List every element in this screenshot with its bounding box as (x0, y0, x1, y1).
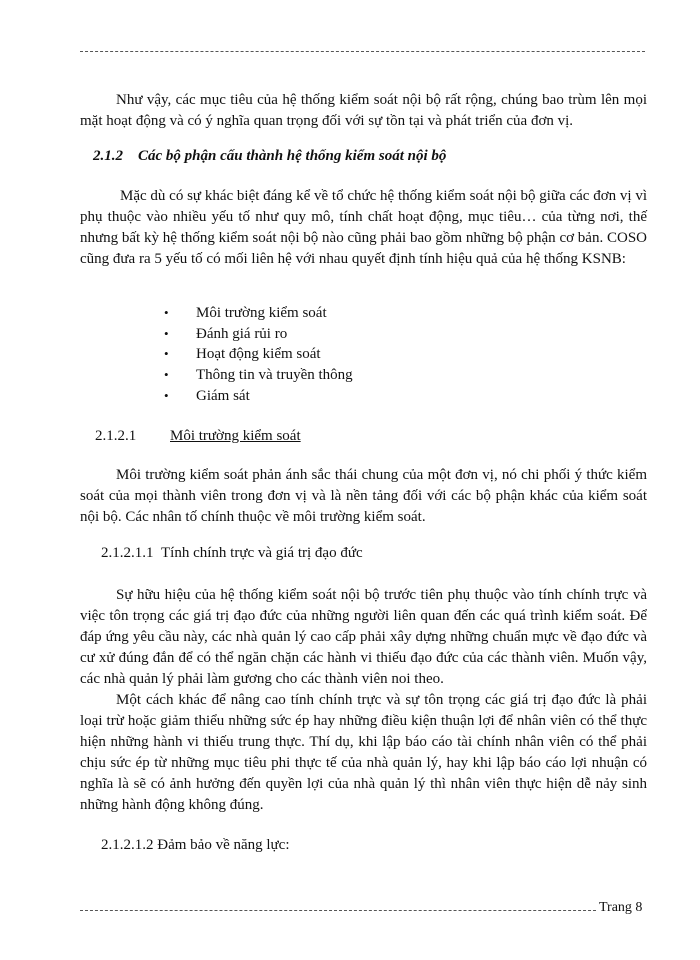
paragraph-integrity-1: Sự hữu hiệu của hệ thống kiểm soát nội bộ trước tiên phụ thuộc vào tính chính trực và việc tôn trọng các giá trị đạo đức của những người liên quan đến các quá trình kiểm soát. Để đáp ứng yêu cầu này, các nhà quản lý cao cấp phải xây dựng những chuẩn mực về đạo đức và cư xử đúng đắn để có thể ngăn chặn các hành vi thiếu đạo đức của các thành viên. Muốn vậy, các nhà quản lý phải làm gương cho các thành viên noi theo. (80, 587, 647, 687)
section-number: 2.1.2 (93, 148, 123, 164)
page-number: Trang 8 (599, 900, 643, 915)
bullet-icon: • (164, 325, 169, 341)
list-item: • Môi trường kiểm soát (164, 303, 353, 324)
list-item: • Thông tin và truyền thông (164, 365, 353, 386)
subsection-number: 2.1.2.1.1 (101, 545, 154, 561)
bullet-icon: • (164, 367, 169, 383)
paragraph-intro: Như vậy, các mục tiêu của hệ thống kiểm soát nội bộ rất rộng, chúng bao trùm lên mọi mặt hoạt động và có ý nghĩa quan trọng đối với sự tồn tại và phát triển của đơn vị. (80, 92, 647, 129)
paragraph-environment: Môi trường kiểm soát phản ánh sắc thái chung của một đơn vị, nó chi phối ý thức kiểm soát của mọi thành viên trong đơn vị và là nền tảng đối với các bộ phận khác của kiểm soát nội bộ. Các nhân tố chính thuộc về môi trường kiểm soát. (80, 467, 647, 525)
list-item: • Hoạt động kiểm soát (164, 344, 353, 365)
list-item: • Đánh giá rủi ro (164, 324, 353, 345)
subsection-heading-2-1-2-1 (95, 428, 301, 445)
list-item: • Giám sát (164, 386, 353, 407)
subsection-number: 2.1.2.1.2 (101, 837, 154, 853)
subsection-title: Tính chính trực và giá trị đạo đức (161, 545, 363, 561)
header-rule (80, 51, 645, 52)
footer-rule (80, 910, 596, 911)
subsection-heading-2-1-2-1-2 (101, 837, 290, 854)
bullet-icon: • (164, 305, 169, 320)
subsection-title: Đảm bảo về năng lực: (157, 837, 290, 853)
paragraph-integrity-2: Một cách khác để nâng cao tính chính trực và sự tôn trọng các giá trị đạo đức là phải loại trừ hoặc giảm thiểu những sức ép hay những điều kiện thuận lợi để nhân viên có thể thực hiện những hành vi thiếu trung thực. Thí dụ, khi lập báo cáo tài chính nhân viên có thể phải chịu sức ép từ những mục tiêu phi thực tế của nhà quản lý, hay khi lập báo cáo lợi nhuận có nghĩa là sẽ có ảnh hưởng đến quyền lợi của nhà quản lý thì nhân viên thực hiện dễ nảy sinh những hành động không đúng. (80, 692, 647, 813)
subsection-heading-2-1-2-1-1 (101, 545, 363, 562)
bullet-icon: • (164, 387, 169, 403)
components-list (164, 303, 353, 406)
subsection-number: 2.1.2.1 (95, 428, 137, 444)
paragraph-components: Mặc dù có sự khác biệt đáng kể về tổ chức hệ thống kiểm soát nội bộ giữa các đơn vị vì phụ thuộc vào nhiều yếu tố như quy mô, tính chất hoạt động, mục tiêu… của từng nơi, thế nhưng bất kỳ hệ thống kiểm soát nội bộ nào cũng phải bao gồm những bộ phận cơ bản. COSO cũng đưa ra 5 yếu tố có mối liên hệ với nhau quyết định tính hiệu quả của hệ thống KSNB: (80, 188, 647, 267)
section-title: Các bộ phận cấu thành hệ thống kiểm soát nội bộ (138, 148, 447, 164)
bullet-icon: • (164, 346, 169, 362)
subsection-title: Môi trường kiểm soát (170, 428, 301, 444)
section-heading-2-1-2 (93, 148, 446, 165)
